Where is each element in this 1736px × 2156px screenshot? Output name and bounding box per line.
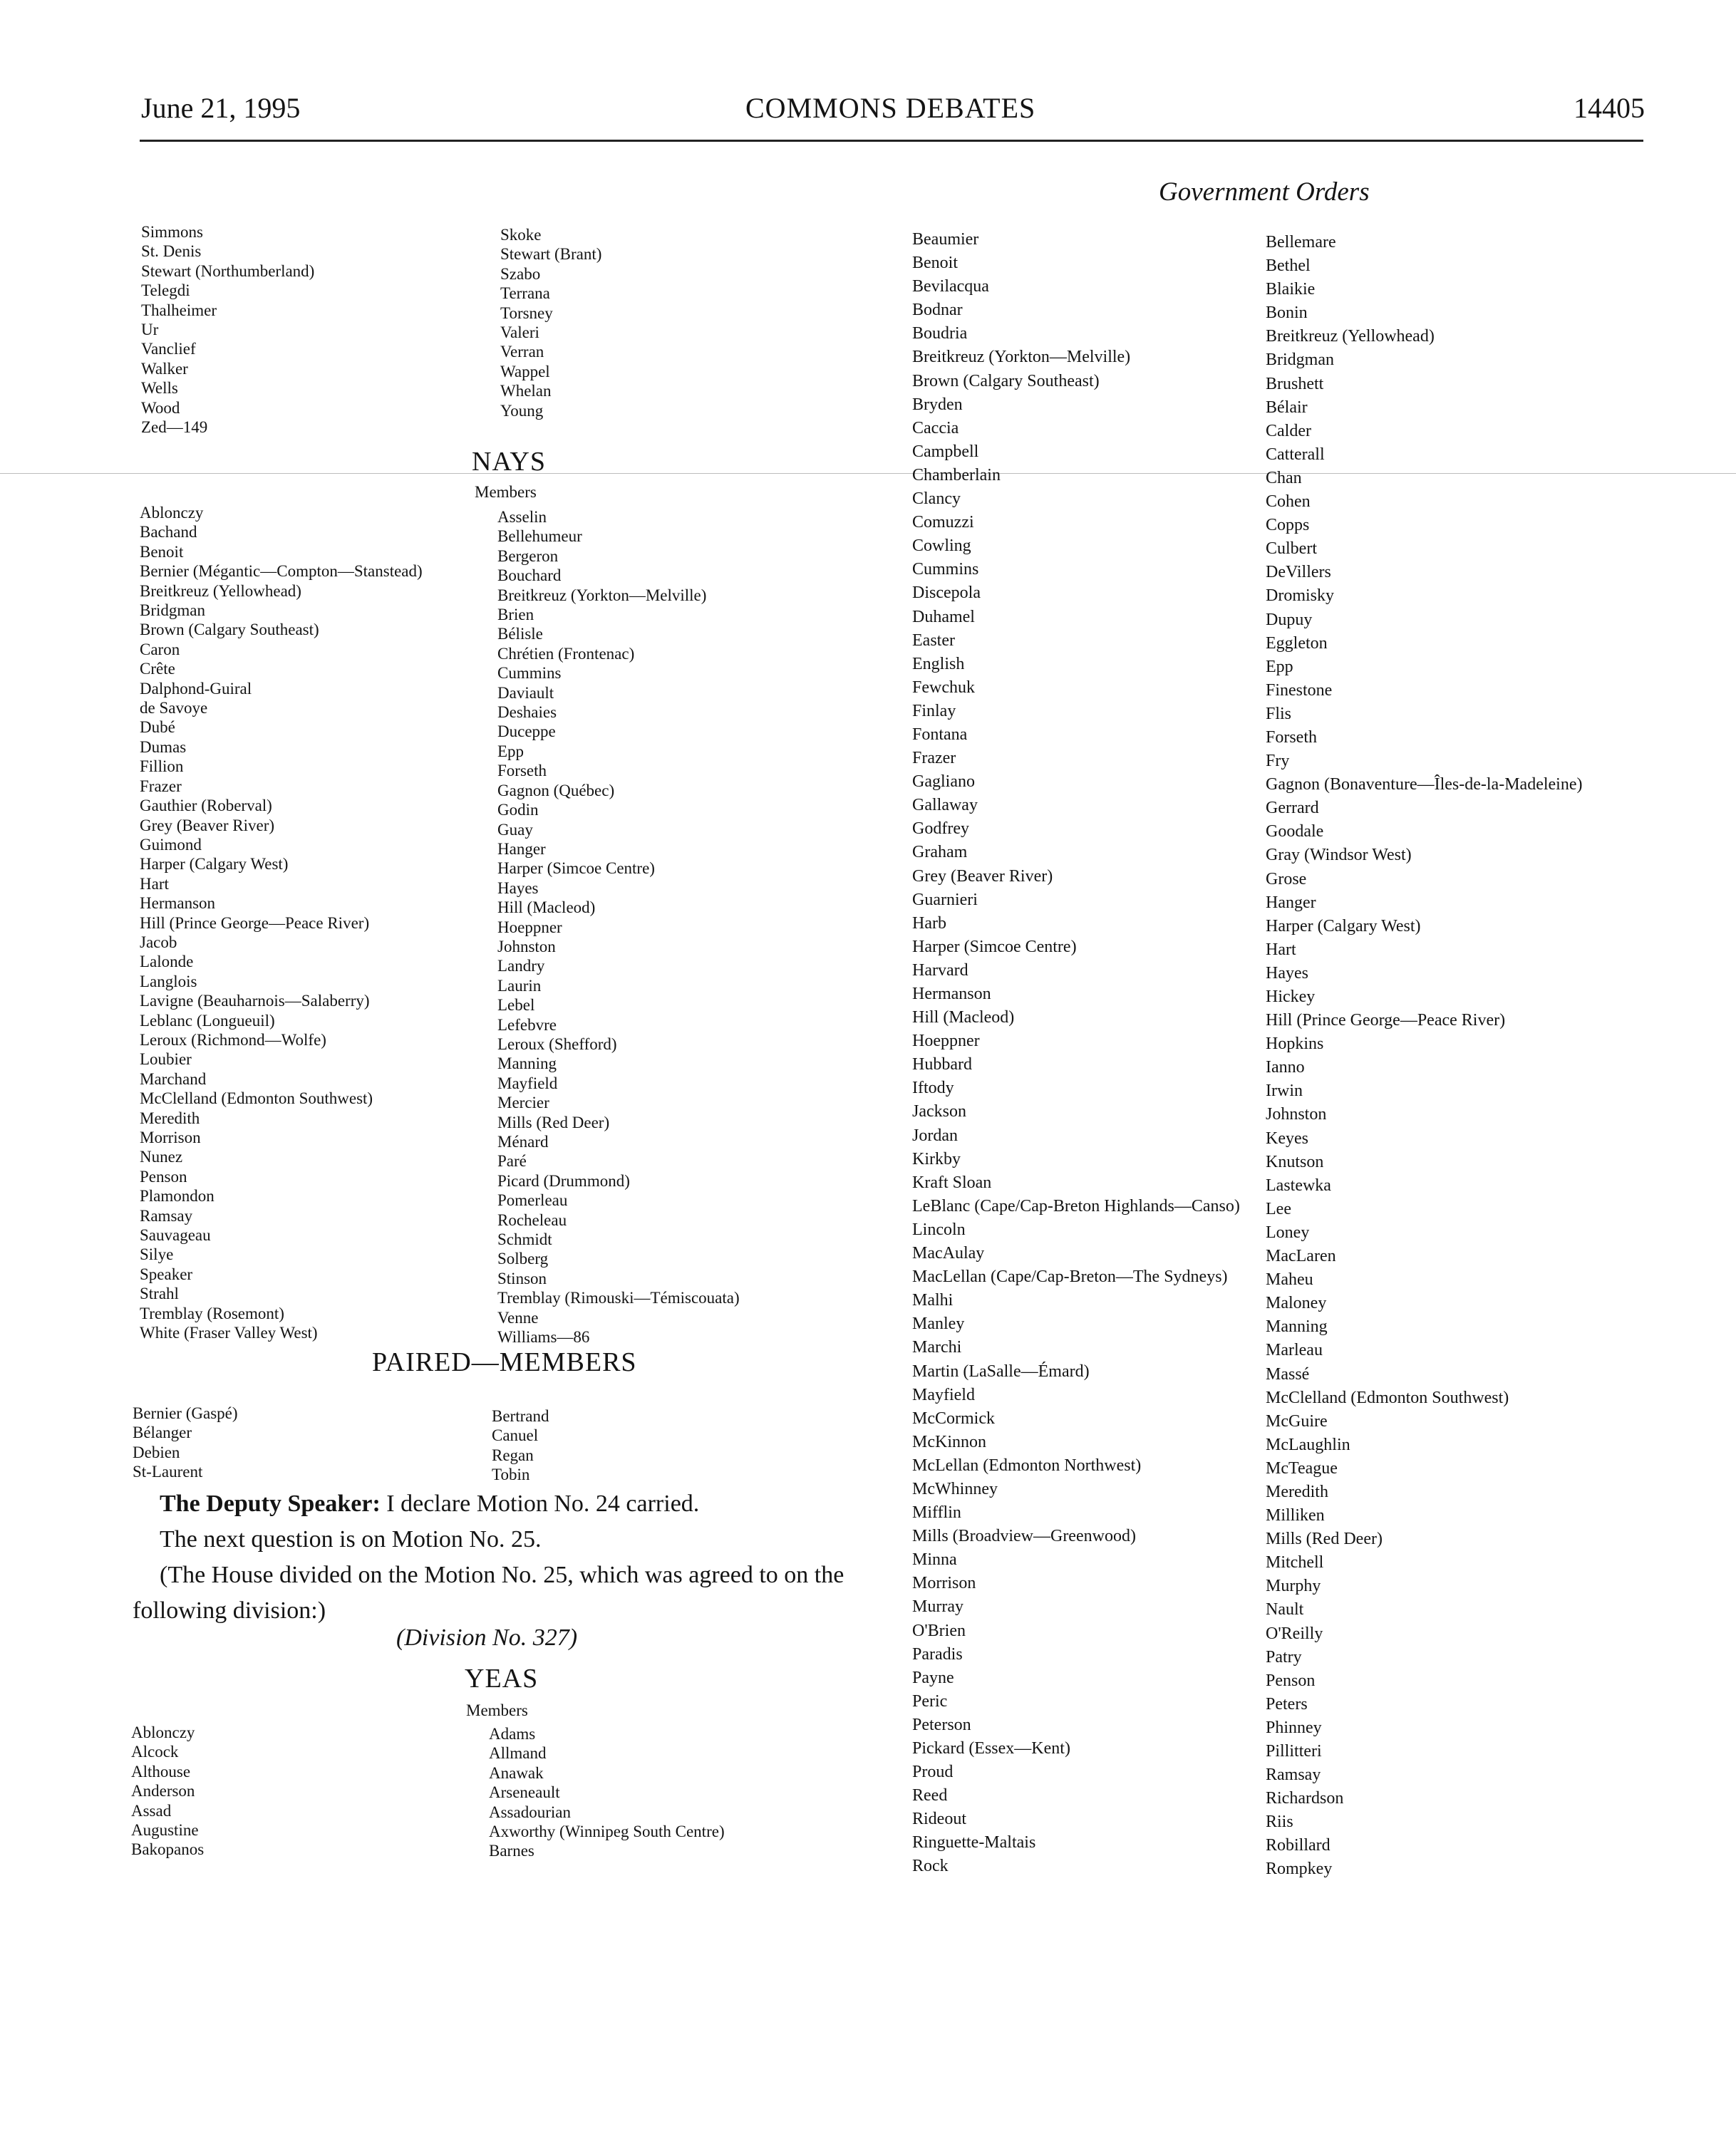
member-name: Arseneault <box>489 1783 560 1802</box>
member-name: Thalheimer <box>141 301 217 319</box>
member-name: Paradis <box>912 1644 963 1664</box>
division-note: (The House divided on the Motion No. 25, which was agreed to on the following division:) <box>133 1562 844 1624</box>
member-name: Hubbard <box>912 1055 972 1074</box>
member-name: Campbell <box>912 442 979 461</box>
member-name: MacLaren <box>1266 1247 1336 1266</box>
header-date: June 21, 1995 <box>141 92 301 124</box>
member-name: Beaumier <box>912 230 979 249</box>
member-name: Hill (Prince George—Peace River) <box>140 913 370 932</box>
member-name: Discepola <box>912 584 981 603</box>
nays-col2 <box>497 507 740 1347</box>
member-name: Walker <box>141 359 188 378</box>
member-name: Assadourian <box>489 1803 571 1821</box>
member-name: McClelland (Edmonton Southwest) <box>1266 1388 1509 1407</box>
member-name: Mercier <box>497 1094 549 1112</box>
member-name: Finlay <box>912 701 956 720</box>
member-name: Martin (LaSalle—Émard) <box>912 1362 1090 1381</box>
member-name: Brien <box>497 606 534 624</box>
member-name: Meredith <box>1266 1482 1328 1501</box>
member-name: Jacob <box>140 933 177 951</box>
member-name: Fry <box>1266 752 1290 771</box>
member-name: Brown (Calgary Southeast) <box>140 621 319 639</box>
member-name: Guay <box>497 820 533 839</box>
member-name: Malhi <box>912 1291 954 1310</box>
member-name: Hart <box>140 874 169 893</box>
member-name: McCormick <box>912 1409 995 1428</box>
member-name: St. Denis <box>141 242 202 261</box>
member-name: Hart <box>1266 940 1296 959</box>
member-name: Hanger <box>497 839 546 858</box>
member-name: Marchi <box>912 1338 962 1357</box>
yeas-col1 <box>131 1723 204 1860</box>
member-name: Finestone <box>1266 680 1333 700</box>
member-name: Iftody <box>912 1079 954 1098</box>
member-name: Culbert <box>1266 539 1317 559</box>
member-name: Ménard <box>497 1133 549 1151</box>
member-name: O'Reilly <box>1266 1624 1323 1643</box>
member-name: Harper (Calgary West) <box>1266 916 1421 936</box>
member-name: Sauvageau <box>140 1226 211 1245</box>
yeas-heading: YEAS <box>465 1664 539 1694</box>
speaker-line <box>133 1486 874 1522</box>
member-name: Dupuy <box>1266 610 1313 629</box>
member-name: Nault <box>1266 1600 1304 1619</box>
member-name: Ringuette-Maltais <box>912 1833 1036 1852</box>
speaker-text: I declare Motion No. 24 carried. <box>380 1491 700 1517</box>
member-name: Whelan <box>500 382 552 400</box>
member-name: Loubier <box>140 1050 192 1069</box>
speaker-paragraph <box>133 1486 874 1629</box>
member-name: Phinney <box>1266 1718 1322 1737</box>
member-name: Gagnon (Bonaventure—Îles-de-la-Madeleine) <box>1266 775 1583 794</box>
paired-heading: PAIRED—MEMBERS <box>372 1347 637 1377</box>
member-name: Gerrard <box>1266 799 1319 818</box>
member-name: Hanger <box>1266 893 1316 912</box>
member-name: Fontana <box>912 725 968 744</box>
member-name: Bethel <box>1266 256 1311 276</box>
yeas-col2 <box>489 1724 725 1861</box>
member-name: Peterson <box>912 1715 971 1734</box>
member-name: McWhinney <box>912 1479 998 1498</box>
member-name: Lastewka <box>1266 1176 1331 1195</box>
member-name: Strahl <box>140 1285 179 1303</box>
member-name: Leroux (Richmond—Wolfe) <box>140 1030 326 1049</box>
member-name: Ramsay <box>1266 1766 1321 1785</box>
member-name: Hayes <box>1266 963 1308 983</box>
member-name: English <box>912 654 965 673</box>
member-name: McKinnon <box>912 1432 986 1451</box>
member-name: Gray (Windsor West) <box>1266 846 1412 865</box>
member-name: McClelland (Edmonton Southwest) <box>140 1089 373 1108</box>
member-name: Godin <box>497 801 539 819</box>
member-name: Zed—149 <box>141 418 208 437</box>
member-name: Epp <box>1266 657 1293 676</box>
member-name: Tobin <box>492 1466 530 1484</box>
member-name: Stewart (Northumberland) <box>141 261 315 280</box>
member-name: Morrison <box>140 1129 201 1146</box>
member-name: Caccia <box>912 418 959 437</box>
member-name: Cummins <box>497 664 562 683</box>
section-label: Government Orders <box>1159 177 1370 207</box>
member-name: Frazer <box>140 777 182 795</box>
member-name: Mills (Red Deer) <box>1266 1530 1383 1549</box>
member-name: Rocheleau <box>497 1211 567 1229</box>
member-name: Duhamel <box>912 607 975 626</box>
member-name: Fewchuk <box>912 678 975 697</box>
member-name: Bergeron <box>497 546 559 565</box>
member-name: de Savoye <box>140 699 208 717</box>
member-name: MacAulay <box>912 1244 985 1263</box>
member-name: Bellemare <box>1266 233 1336 252</box>
member-name: Pomerleau <box>497 1191 568 1210</box>
member-name: Landry <box>497 957 545 975</box>
member-name: Grey (Beaver River) <box>140 816 275 834</box>
member-name: Anawak <box>489 1763 544 1782</box>
division-label: (Division No. 327) <box>396 1624 578 1651</box>
member-name: Bouchard <box>497 566 562 585</box>
member-name: Silye <box>140 1245 174 1264</box>
member-name: Ianno <box>1266 1058 1305 1077</box>
member-name: Cummins <box>912 560 979 579</box>
member-name: Gallaway <box>912 796 978 815</box>
member-name: Plamondon <box>140 1187 215 1206</box>
member-name: O'Brien <box>912 1621 966 1640</box>
member-name: Robillard <box>1266 1836 1331 1855</box>
member-name: Ablonczy <box>131 1724 195 1741</box>
member-name: Williams—86 <box>497 1328 590 1347</box>
member-name: Gagnon (Québec) <box>497 781 615 799</box>
member-name: Caron <box>140 640 180 658</box>
member-name: Allmand <box>489 1744 547 1763</box>
member-name: Bonin <box>1266 304 1308 323</box>
member-name: Bodnar <box>912 301 963 320</box>
member-name: Wappel <box>500 362 550 380</box>
member-name: Stinson <box>497 1269 547 1287</box>
top-yeas-col1 <box>141 222 314 437</box>
member-name: Rideout <box>912 1810 966 1829</box>
member-name: Graham <box>912 843 968 862</box>
member-name: Jordan <box>912 1126 958 1145</box>
member-name: Benoit <box>140 542 184 561</box>
member-name: Asselin <box>497 508 547 526</box>
member-name: Morrison <box>912 1574 976 1593</box>
member-name: Hayes <box>497 879 539 897</box>
member-name: Mifflin <box>912 1503 961 1523</box>
member-name: Calder <box>1266 421 1311 440</box>
member-name: Bellehumeur <box>497 527 582 546</box>
member-name: Torsney <box>500 304 553 322</box>
member-name: Hermanson <box>912 985 991 1003</box>
member-name: Szabo <box>500 264 541 283</box>
member-name: Axworthy (Winnipeg South Centre) <box>489 1823 725 1841</box>
member-name: Bélair <box>1266 398 1308 417</box>
member-name: Bridgman <box>140 601 205 620</box>
member-name: Easter <box>912 631 955 650</box>
member-name: Rock <box>912 1857 949 1876</box>
member-name: Crête <box>140 660 175 678</box>
member-name: Maloney <box>1266 1294 1327 1313</box>
member-name: Solberg <box>497 1250 549 1268</box>
member-name: Stewart (Brant) <box>500 245 602 264</box>
member-name: Clancy <box>912 489 961 509</box>
member-name: Gauthier (Roberval) <box>140 797 272 815</box>
member-name: Cowling <box>912 537 971 556</box>
member-name: Chan <box>1266 468 1302 487</box>
member-name: Hermanson <box>140 894 216 913</box>
member-name: Harper (Simcoe Centre) <box>912 937 1077 956</box>
member-name: Bachand <box>140 523 197 541</box>
next-question: The next question is on Motion No. 25. <box>160 1526 542 1553</box>
member-name: Ablonczy <box>140 504 204 522</box>
member-name: Johnston <box>1266 1105 1327 1124</box>
member-name: Brushett <box>1266 374 1324 393</box>
member-name: Hill (Macleod) <box>912 1008 1015 1027</box>
member-name: Deshaies <box>497 703 557 722</box>
member-name: Vanclief <box>141 340 196 358</box>
member-name: Murphy <box>1266 1577 1321 1596</box>
member-name: Telegdi <box>141 281 190 300</box>
member-name: Johnston <box>497 937 556 955</box>
member-name: Dumas <box>140 737 187 756</box>
right-yeas-col4 <box>1266 231 1582 1882</box>
paired-col2 <box>492 1406 549 1485</box>
member-name: Langlois <box>140 972 197 990</box>
member-name: Valeri <box>500 323 539 342</box>
member-name: McLaughlin <box>1266 1435 1350 1454</box>
member-name: Goodale <box>1266 822 1324 841</box>
member-name: Peters <box>1266 1694 1308 1714</box>
member-name: Lavigne (Beauharnois—Salaberry) <box>140 992 370 1010</box>
member-name: Laurin <box>497 976 542 995</box>
member-name: Bevilacqua <box>912 277 989 296</box>
member-name: DeVillers <box>1266 563 1331 582</box>
member-name: Keyes <box>1266 1129 1308 1148</box>
member-name: Payne <box>912 1668 954 1687</box>
member-name: Milliken <box>1266 1506 1325 1525</box>
yeas-members-label: Members <box>466 1701 528 1719</box>
member-name: Flis <box>1266 704 1292 723</box>
member-name: Bélanger <box>133 1424 192 1442</box>
member-name: Irwin <box>1266 1082 1303 1101</box>
member-name: Harper (Simcoe Centre) <box>497 859 655 878</box>
member-name: Leroux (Shefford) <box>497 1035 617 1053</box>
member-name: Picard (Drummond) <box>497 1171 630 1190</box>
member-name: Knutson <box>1266 1152 1324 1171</box>
member-name: Duceppe <box>497 722 556 741</box>
member-name: St-Laurent <box>133 1463 203 1481</box>
nays-col1 <box>140 503 423 1342</box>
header-rule <box>140 140 1643 142</box>
member-name: Chamberlain <box>912 465 1001 484</box>
member-name: Marleau <box>1266 1341 1323 1360</box>
speaker-label: The Deputy Speaker: <box>160 1491 381 1517</box>
member-name: Mills (Red Deer) <box>497 1113 610 1131</box>
member-name: Skoke <box>500 226 542 244</box>
member-name: Kraft Sloan <box>912 1173 992 1192</box>
member-name: Adams <box>489 1725 536 1743</box>
member-name: Loney <box>1266 1223 1310 1242</box>
member-name: Guarnieri <box>912 890 978 909</box>
member-name: Breitkreuz (Yellowhead) <box>1266 327 1435 346</box>
member-name: Richardson <box>1266 1789 1344 1808</box>
member-name: Mitchell <box>1266 1553 1324 1572</box>
member-name: Kirkby <box>912 1149 961 1168</box>
member-name: Brown (Calgary Southeast) <box>912 371 1100 390</box>
member-name: White (Fraser Valley West) <box>140 1324 318 1342</box>
member-name: Hickey <box>1266 988 1316 1006</box>
member-name: Catterall <box>1266 445 1325 464</box>
member-name: Wood <box>141 398 180 417</box>
member-name: Lalonde <box>140 953 194 971</box>
member-name: Dalphond-Guiral <box>140 679 252 698</box>
member-name: Bertrand <box>492 1407 549 1425</box>
member-name: Forseth <box>497 762 547 780</box>
member-name: Simmons <box>141 223 203 241</box>
member-name: Dromisky <box>1266 586 1334 606</box>
member-name: Barnes <box>489 1842 534 1860</box>
member-name: Canuel <box>492 1426 539 1445</box>
member-name: Lebel <box>497 996 535 1015</box>
member-name: Mayfield <box>912 1385 975 1404</box>
member-name: Maheu <box>1266 1270 1313 1290</box>
member-name: Paré <box>497 1152 527 1171</box>
member-name: Regan <box>492 1446 534 1464</box>
member-name: Penson <box>140 1167 187 1186</box>
member-name: Speaker <box>140 1265 193 1283</box>
member-name: Tremblay (Rimouski—Témiscouata) <box>497 1289 740 1307</box>
member-name: Bryden <box>912 395 963 414</box>
member-name: Hoeppner <box>497 918 562 936</box>
member-name: Patry <box>1266 1647 1302 1667</box>
member-name: Breitkreuz (Yellowhead) <box>140 581 301 600</box>
member-name: Verran <box>500 343 544 361</box>
member-name: Lincoln <box>912 1220 966 1239</box>
member-name: Grose <box>1266 869 1307 888</box>
member-name: Terrana <box>500 284 550 303</box>
member-name: Ur <box>141 321 159 339</box>
member-name: Eggleton <box>1266 633 1328 653</box>
member-name: Hoeppner <box>912 1032 980 1051</box>
member-name: Young <box>500 401 544 420</box>
member-name: Manning <box>1266 1317 1328 1337</box>
member-name: Blaikie <box>1266 280 1316 299</box>
member-name: Cohen <box>1266 492 1311 512</box>
member-name: McGuire <box>1266 1411 1328 1431</box>
member-name: Gagliano <box>912 772 975 792</box>
member-name: Schmidt <box>497 1230 552 1249</box>
member-name: Manning <box>497 1054 557 1073</box>
member-name: Bernier (Mégantic—Compton—Stanstead) <box>140 562 423 581</box>
member-name: Lee <box>1266 1199 1291 1218</box>
member-name: Hill (Prince George—Peace River) <box>1266 1011 1506 1030</box>
member-name: Mayfield <box>497 1074 558 1092</box>
member-name: Comuzzi <box>912 513 974 532</box>
member-name: Ramsay <box>140 1206 193 1225</box>
member-name: Leblanc (Longueuil) <box>140 1011 275 1030</box>
member-name: Epp <box>497 742 525 760</box>
member-name: Venne <box>497 1308 539 1327</box>
member-name: Daviault <box>497 683 554 702</box>
member-name: Althouse <box>131 1762 191 1781</box>
member-name: Massé <box>1266 1364 1310 1384</box>
paired-col1 <box>133 1404 238 1482</box>
member-name: Chrétien (Frontenac) <box>497 644 635 663</box>
member-name: Lefebvre <box>497 1015 557 1034</box>
member-name: McLellan (Edmonton Northwest) <box>912 1456 1142 1475</box>
member-name: Hill (Macleod) <box>497 898 596 917</box>
member-name: Breitkreuz (Yorkton—Melville) <box>497 586 707 604</box>
member-name: Boudria <box>912 324 968 343</box>
member-name: Anderson <box>131 1782 195 1800</box>
member-name: Jackson <box>912 1102 966 1121</box>
member-name: Harper (Calgary West) <box>140 855 289 874</box>
member-name: Harb <box>912 913 946 933</box>
nays-heading: NAYS <box>472 447 546 477</box>
member-name: Assad <box>131 1801 172 1820</box>
member-name: Pickard (Essex—Kent) <box>912 1739 1070 1758</box>
member-name: Alcock <box>131 1743 179 1761</box>
nays-members-label: Members <box>475 483 537 501</box>
top-yeas-col2 <box>500 225 601 420</box>
member-name: Bridgman <box>1266 351 1334 370</box>
member-name: Bernier (Gaspé) <box>133 1404 238 1422</box>
member-name: Minna <box>912 1550 957 1570</box>
member-name: Fillion <box>140 757 184 776</box>
member-name: Nunez <box>140 1148 183 1166</box>
member-name: Proud <box>912 1763 954 1782</box>
member-name: Debien <box>133 1443 180 1461</box>
member-name: Guimond <box>140 835 202 854</box>
member-name: Marchand <box>140 1069 207 1088</box>
member-name: Meredith <box>140 1109 200 1127</box>
member-name: Breitkreuz (Yorkton—Melville) <box>912 348 1131 367</box>
member-name: Manley <box>912 1315 965 1334</box>
member-name: Rompkey <box>1266 1860 1333 1879</box>
member-name: Grey (Beaver River) <box>912 866 1053 886</box>
member-name: Hopkins <box>1266 1035 1324 1054</box>
member-name: Peric <box>912 1691 948 1711</box>
member-name: Riis <box>1266 1813 1293 1832</box>
member-name: Dubé <box>140 718 175 737</box>
member-name: Tremblay (Rosemont) <box>140 1304 284 1322</box>
member-name: Penson <box>1266 1671 1316 1690</box>
member-name: LeBlanc (Cape/Cap-Breton Highlands—Canso) <box>912 1196 1240 1216</box>
member-name: Frazer <box>912 749 956 768</box>
page-number: 14405 <box>1574 92 1645 124</box>
member-name: Reed <box>912 1786 948 1805</box>
member-name: Augustine <box>131 1821 199 1840</box>
member-name: Harvard <box>912 960 968 980</box>
member-name: Murray <box>912 1597 963 1617</box>
member-name: Pillitteri <box>1266 1742 1322 1761</box>
member-name: Bélisle <box>497 625 543 643</box>
member-name: Forseth <box>1266 727 1317 747</box>
member-name: Copps <box>1266 516 1310 535</box>
member-name: McTeague <box>1266 1458 1338 1478</box>
header-title: COMMONS DEBATES <box>745 92 1036 124</box>
member-name: Mills (Broadview—Greenwood) <box>912 1527 1136 1546</box>
member-name: Benoit <box>912 254 958 273</box>
right-yeas-col3 <box>912 228 1240 1879</box>
member-name: Wells <box>141 379 178 398</box>
member-name: MacLellan (Cape/Cap-Breton—The Sydneys) <box>912 1268 1228 1287</box>
member-name: Godfrey <box>912 819 969 839</box>
member-name: Bakopanos <box>131 1840 205 1859</box>
